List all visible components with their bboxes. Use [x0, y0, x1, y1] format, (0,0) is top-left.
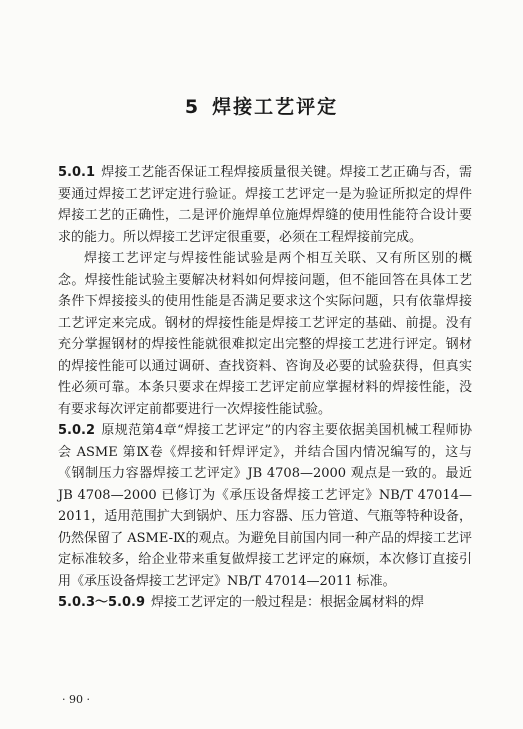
- section-5-0-1: [58, 162, 472, 248]
- chapter-title: [0, 92, 523, 119]
- chapter-title-text: 焊接工艺评定: [212, 96, 339, 118]
- page-number: · 90 ·: [62, 693, 90, 706]
- section-5-0-3-5-0-9: [58, 592, 472, 614]
- section-text: 原规范第4章“焊接工艺评定”的内容主要依据美国机械工程师协会 ASME 第Ⅸ卷《焊接和钎焊评定》，并结合国内情况编写的，这与《钢制压力容器焊接工艺评定》JB 4708—2000 观点是一致的。最近 JB 4708—2000 已修订为《承压设备焊接工艺评定》NB/T 47014—2011，适用范围扩大到锅炉、压力容器、压力管道、气瓶等特种设备，仍然保留了 ASME-Ⅸ的观点。为避免目前国内同一种产品的焊接工艺评定标准较多，给企业带来重复做焊接工艺评定的麻烦，本次修订直接引用《承压设备焊接工艺评定》NB/T 47014—2011 标准。: [58, 423, 472, 589]
- chapter-number: 5: [184, 96, 201, 118]
- section-number: 5.0.1: [58, 165, 96, 180]
- section-number: 5.0.2: [58, 423, 96, 438]
- section-text: 焊接工艺能否保证工程焊接质量很关键。焊接工艺正确与否，需要通过焊接工艺评定进行验证。焊接工艺评定一是为验证所拟定的焊件焊接工艺的正确性，二是评价施焊单位施焊焊缝的使用性能符合设计要求的能力。所以焊接工艺评定很重要，必须在工程焊接前完成。: [58, 165, 472, 245]
- section-number: 5.0.3～5.0.9: [58, 595, 146, 610]
- section-text: 焊接工艺评定的一般过程是：根据金属材料的焊: [151, 595, 425, 610]
- body-text: [58, 162, 472, 614]
- section-5-0-1-continuation: 焊接工艺评定与焊接性能试验是两个相互关联、又有所区别的概念。焊接性能试验主要解决材料如何焊接问题，但不能回答在具体工艺条件下焊接接头的使用性能是否满足要求这个实际问题，只有依靠焊接工艺评定来完成。钢材的焊接性能是焊接工艺评定的基础、前提。没有充分掌握钢材的焊接性能就很难拟定出完整的焊接工艺进行评定。钢材的焊接性能可以通过调研、查找资料、咨询及必要的试验获得，但真实性必须可靠。本条只要求在焊接工艺评定前应掌握材料的焊接性能，没有要求每次评定前都要进行一次焊接性能试验。: [58, 251, 472, 417]
- section-5-0-2: [58, 420, 472, 592]
